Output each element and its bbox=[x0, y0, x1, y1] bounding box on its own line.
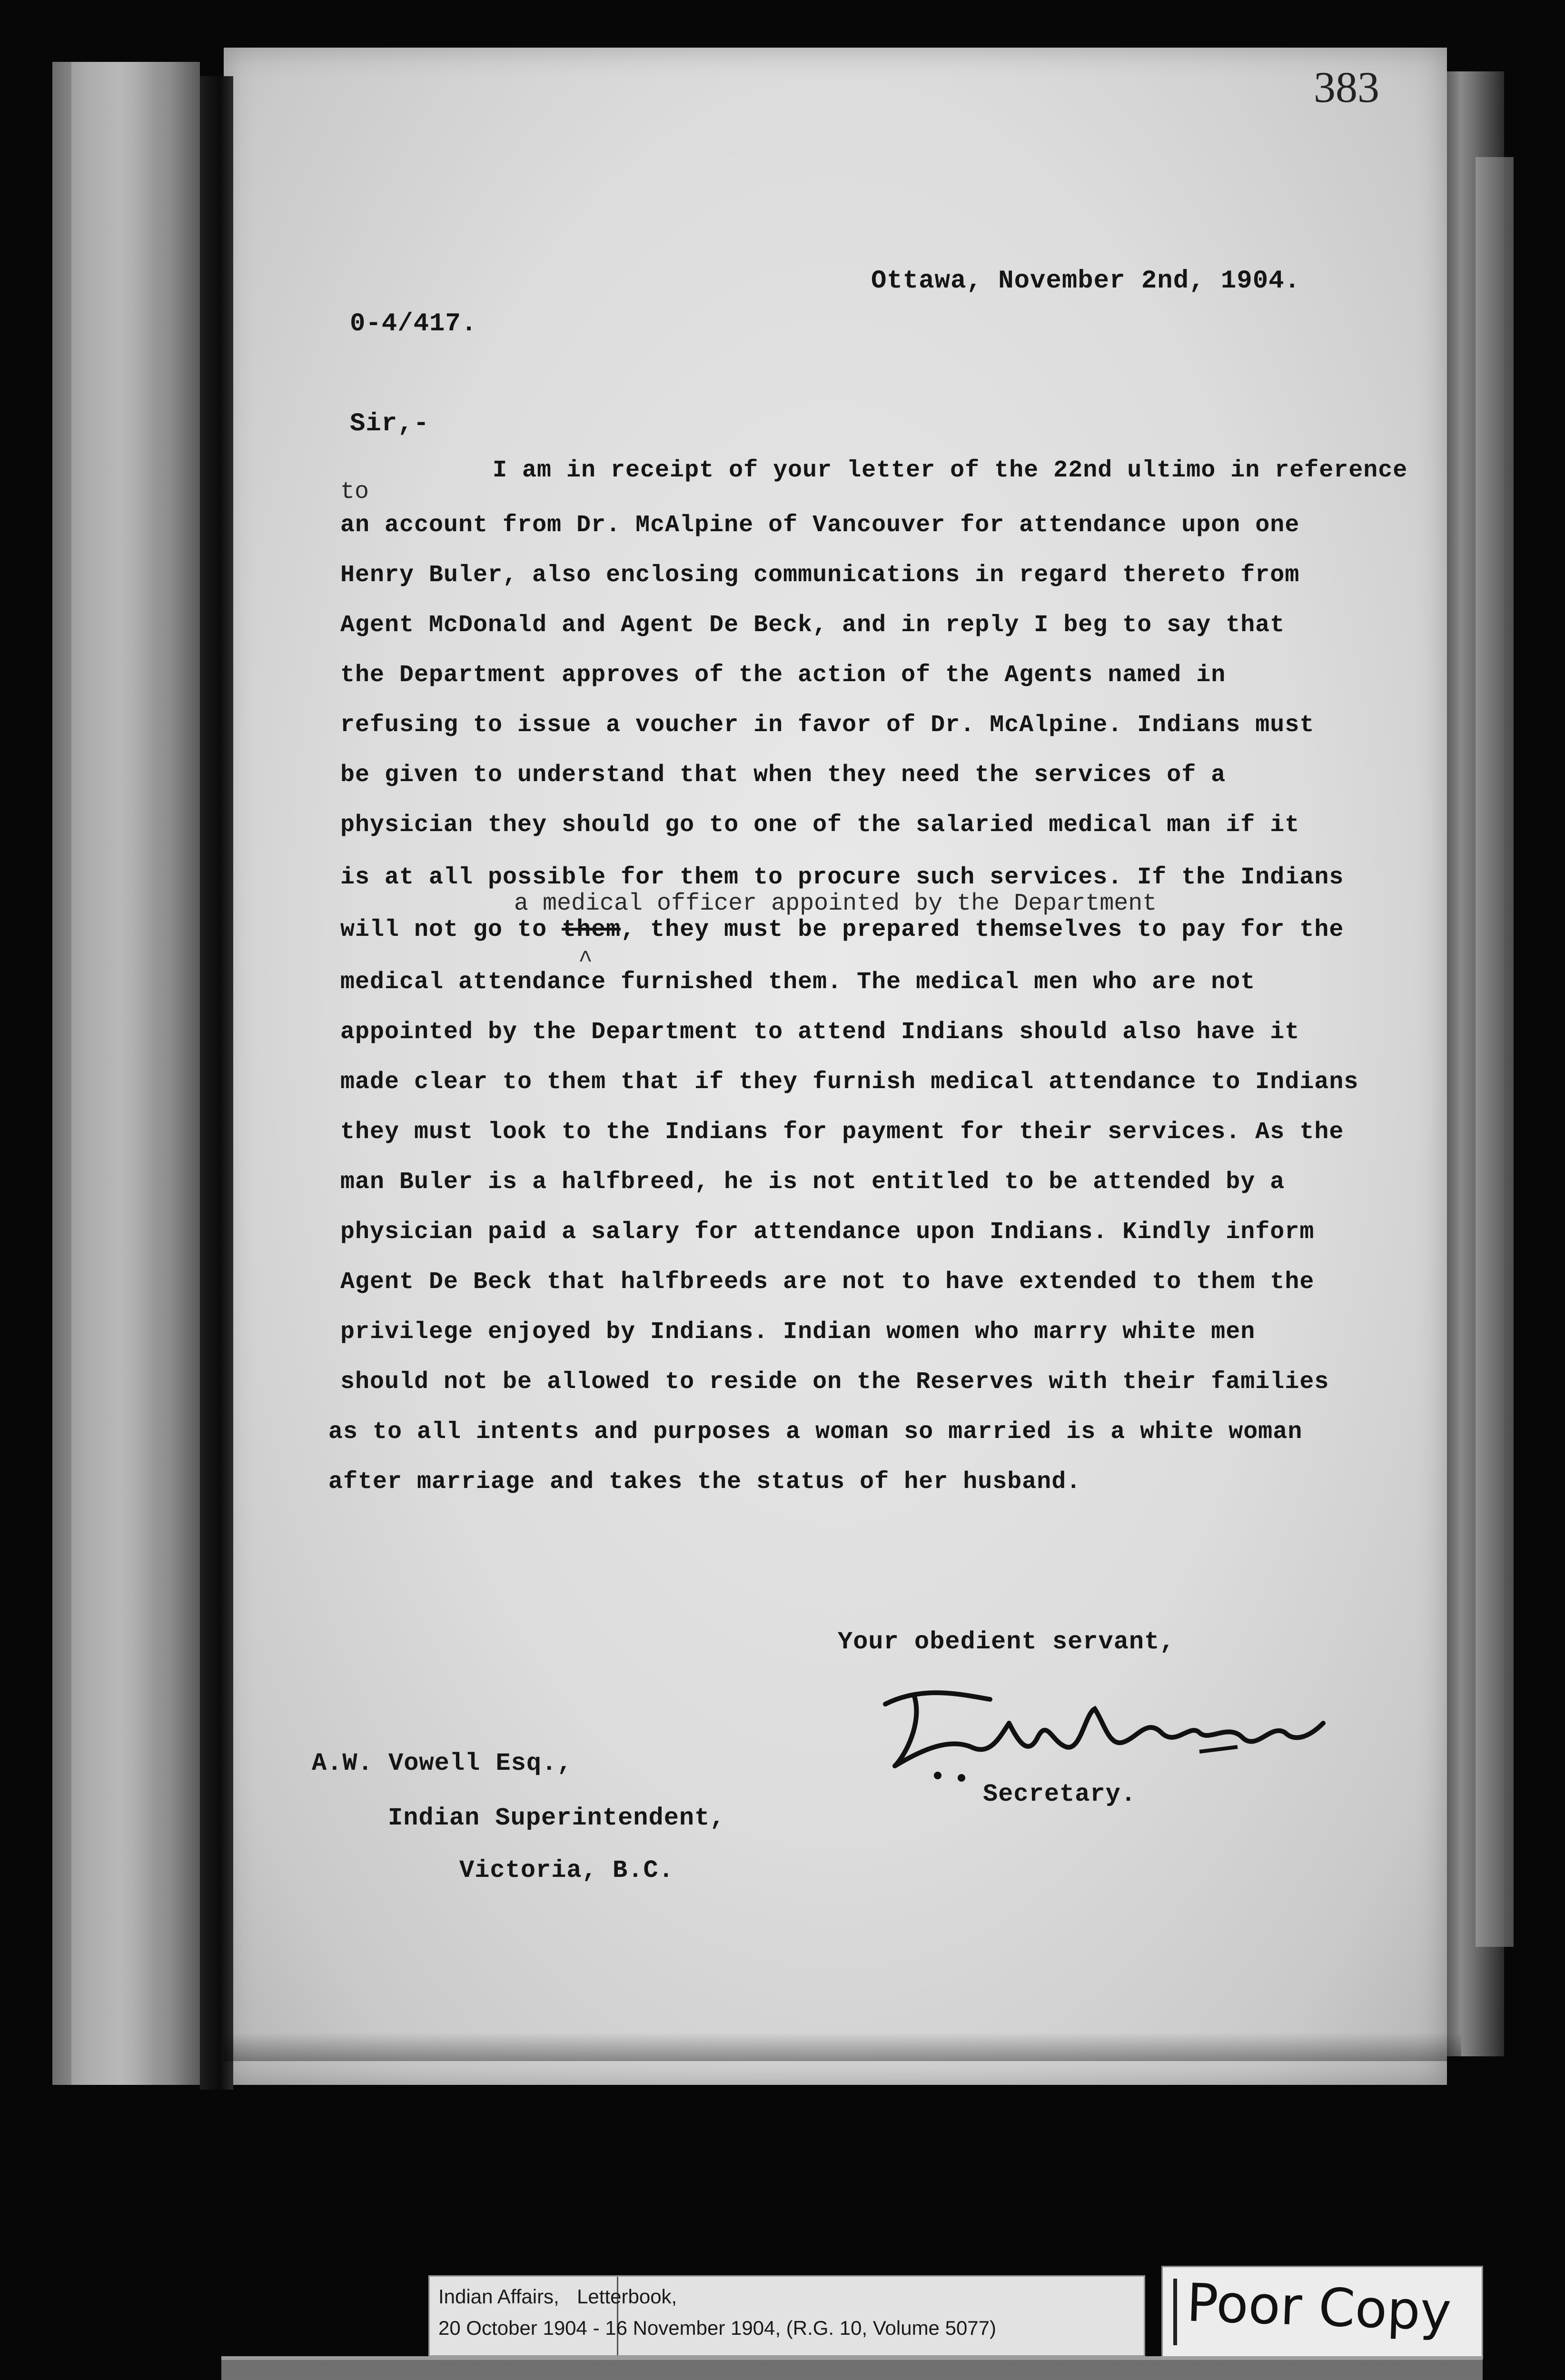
body-line-9: is at all possible for them to procure such services. If the Indians bbox=[340, 864, 1344, 891]
body-line-10 bbox=[340, 916, 1344, 943]
interlinear-insertion: a medical officer appointed by the Department bbox=[514, 890, 1157, 917]
binding-gutter bbox=[200, 76, 233, 2090]
body-line-2: an account from Dr. McAlpine of Vancouver for attendance upon one bbox=[340, 512, 1300, 539]
previous-page-highlight bbox=[71, 62, 152, 2085]
letter-dateline: Ottawa, November 2nd, 1904. bbox=[871, 267, 1300, 296]
body-line-18: privilege enjoyed by Indians. Indian women who marry white men bbox=[340, 1319, 1256, 1346]
caption-fonds: Indian Affairs, bbox=[438, 2285, 559, 2308]
body-line-6: refusing to issue a voucher in favor of Dr. McAlpine. Indians must bbox=[340, 712, 1315, 739]
body-line-21: after marriage and takes the status of her husband. bbox=[328, 1468, 1081, 1496]
body-line-10-rest: , they must be prepared themselves to pay for the bbox=[621, 916, 1344, 943]
addressee-place: Victoria, B.C. bbox=[459, 1856, 674, 1884]
handwritten-signature bbox=[866, 1666, 1342, 1785]
body-line-8: physician they should go to one of the salaried medical man if it bbox=[340, 812, 1300, 839]
body-line-15: man Buler is a halfbreed, he is not entitled to be attended by a bbox=[340, 1169, 1285, 1196]
body-line-19: should not be allowed to reside on the Reserves with their families bbox=[340, 1368, 1329, 1396]
salutation: Sir,- bbox=[350, 409, 430, 438]
insertion-caret: ^ bbox=[578, 947, 593, 974]
archival-caption bbox=[428, 2275, 1145, 2357]
caption-start-date: 20 October 1904 bbox=[438, 2317, 587, 2339]
caption-line-1 bbox=[438, 2285, 677, 2308]
page-edges-right-inner bbox=[1476, 157, 1514, 1947]
poor-copy-text: Poor Copy bbox=[1185, 2272, 1453, 2342]
body-line-13: made clear to them that if they furnish medical attendance to Indians bbox=[340, 1069, 1359, 1096]
body-line-1: I am in receipt of your letter of the 22nd ultimo in reference bbox=[493, 457, 1408, 484]
complimentary-close: Your obedient servant, bbox=[838, 1628, 1175, 1656]
body-line-17: Agent De Beck that halfbreeds are not to have extended to them the bbox=[340, 1269, 1315, 1296]
stamp-edge bbox=[221, 2356, 1483, 2360]
body-line-12: appointed by the Department to attend Indians should also have it bbox=[340, 1019, 1300, 1046]
archives-stamp bbox=[221, 2356, 1483, 2380]
file-reference: 0-4/417. bbox=[350, 309, 477, 338]
poor-copy-label bbox=[1161, 2266, 1483, 2359]
addressee-title: Indian Superintendent, bbox=[388, 1804, 725, 1832]
signer-title: Secretary. bbox=[983, 1780, 1137, 1808]
body-line-4: Agent McDonald and Agent De Beck, and in reply I beg to say that bbox=[340, 612, 1285, 639]
label-bar bbox=[1173, 2279, 1177, 2345]
caption-end-date: - 16 November 1904, (R.G. 10, Volume 5077) bbox=[593, 2317, 997, 2339]
body-line-5: the Department approves of the action of the Agents named in bbox=[340, 662, 1226, 689]
body-line-7: be given to understand that when they need the services of a bbox=[340, 762, 1226, 789]
body-line-10-start: will not go to bbox=[340, 916, 547, 943]
body-line-16: physician paid a salary for attendance upon Indians. Kindly inform bbox=[340, 1219, 1315, 1246]
body-line-20: as to all intents and purposes a woman so married is a white woman bbox=[328, 1418, 1303, 1446]
body-line-3: Henry Buler, also enclosing communications in regard thereto from bbox=[340, 562, 1300, 589]
addressee-name: A.W. Vowell Esq., bbox=[312, 1749, 573, 1777]
caption-line-2 bbox=[438, 2317, 996, 2340]
body-line-14: they must look to the Indians for payment for their services. As the bbox=[340, 1119, 1344, 1146]
page-number: 383 bbox=[1314, 63, 1379, 111]
inserted-word: to bbox=[340, 478, 369, 506]
page-shadow bbox=[224, 2033, 1461, 2061]
caption-series: Letterbook, bbox=[577, 2285, 677, 2308]
struck-word: them bbox=[562, 916, 621, 943]
body-line-11: medical attendance furnished them. The medical men who are not bbox=[340, 969, 1256, 996]
